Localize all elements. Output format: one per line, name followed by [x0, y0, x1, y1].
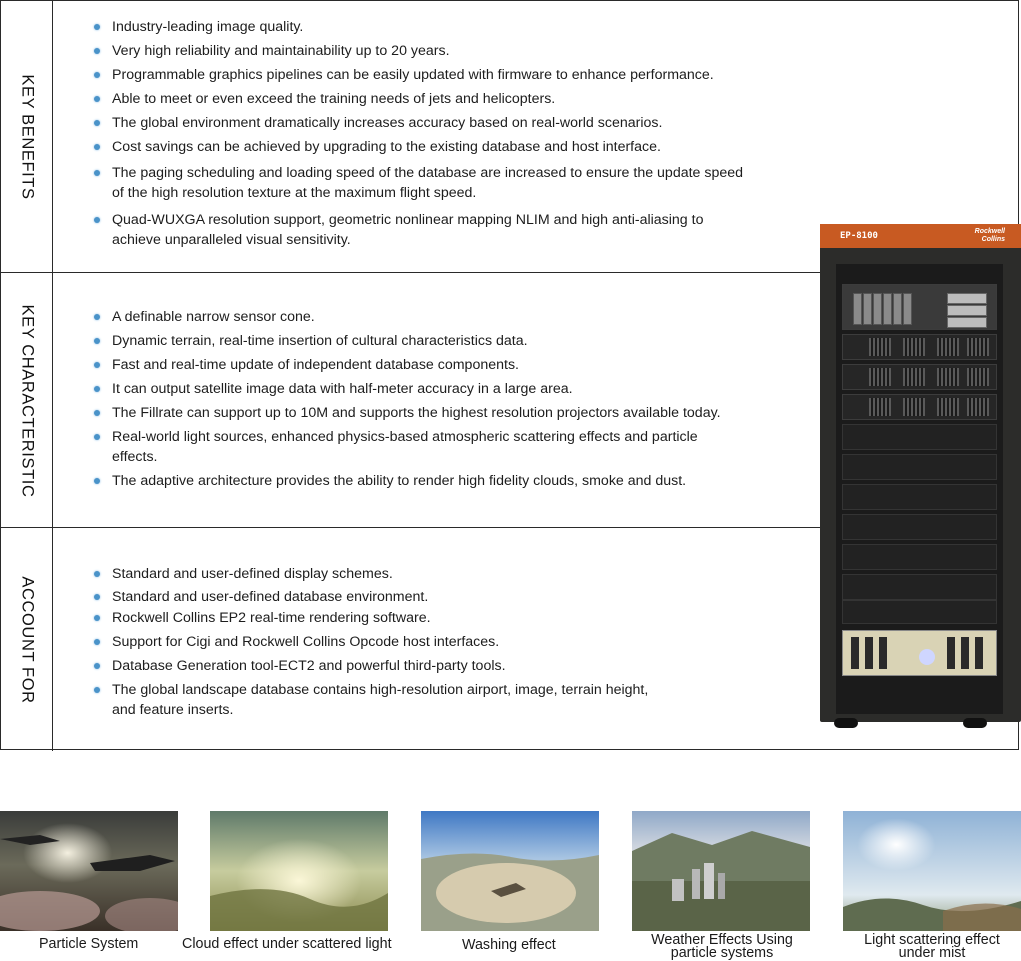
- photo-caption: Weather Effects Using particle systems: [651, 932, 793, 961]
- list-item: Quad-WUXGA resolution support, geometric nonlinear mapping NLIM and high anti-aliasing to achieve unparalleled visual sensitivity.: [93, 210, 823, 250]
- rack-header: [820, 224, 1021, 248]
- section-label: KEY BENEFITS: [18, 74, 37, 200]
- particle-system-photo: [0, 811, 178, 931]
- list-item: Rockwell Collins EP2 real-time rendering software.: [93, 608, 823, 628]
- bullet-list: [93, 564, 823, 720]
- washing-effect-photo: [421, 811, 599, 931]
- section-label: KEY CHARACTERISTIC: [18, 304, 37, 497]
- section-label: ACCOUNT FOR: [18, 575, 37, 704]
- light-scattering-photo: [843, 811, 1021, 931]
- cloud-effect-photo: [210, 811, 388, 931]
- rack-fan-unit: [842, 364, 997, 390]
- rack-io-panel: [842, 630, 997, 676]
- list-item: Fast and real-time update of independent database components.: [93, 355, 823, 375]
- rack-blank-panel: [842, 424, 997, 450]
- list-item: It can output satellite image data with half-meter accuracy in a large area.: [93, 379, 823, 399]
- list-item: Industry-leading image quality.: [93, 17, 823, 37]
- list-item: The paging scheduling and loading speed of the database are increased to ensure the update speed of the high resolution texture at the maximum flight speed.: [93, 163, 823, 203]
- list-item: Dynamic terrain, real-time insertion of cultural characteristics data.: [93, 331, 823, 351]
- section-label-cell: [1, 528, 53, 751]
- list-item: Programmable graphics pipelines can be easily updated with firmware to enhance performance.: [93, 65, 823, 85]
- list-item: Database Generation tool-ECT2 and powerful third-party tools.: [93, 656, 823, 676]
- rack-blank-panel: [842, 574, 997, 600]
- list-item: The global environment dramatically increases accuracy based on real-world scenarios.: [93, 113, 823, 133]
- rack-model-label: EP-8100: [840, 231, 878, 241]
- list-item: Cost savings can be achieved by upgrading to the existing database and host interface.: [93, 137, 823, 157]
- bullet-list: [93, 17, 823, 250]
- section-label-cell: [1, 273, 53, 528]
- photo-caption: Particle System: [39, 936, 139, 952]
- rack-blank-panel: [842, 514, 997, 540]
- rack-blank-panel: [842, 544, 997, 570]
- rack-blank-panel: [842, 600, 997, 624]
- list-item: Support for Cigi and Rockwell Collins Opcode host interfaces.: [93, 632, 823, 652]
- weather-effects-photo: [632, 811, 810, 931]
- bullet-list: [93, 307, 823, 491]
- rack-server-unit: [842, 284, 997, 330]
- rack-interior: [836, 264, 1003, 714]
- photo-caption: Light scattering effect under mist: [864, 932, 1000, 961]
- photo-caption: Washing effect: [462, 937, 556, 953]
- list-item: Able to meet or even exceed the training needs of jets and helicopters.: [93, 89, 823, 109]
- rack-fan-unit: [842, 394, 997, 420]
- list-item: Real-world light sources, enhanced physics-based atmospheric scattering effects and particle effects.: [93, 427, 823, 467]
- list-item: Standard and user-defined database environment.: [93, 587, 823, 607]
- rack-fan-unit: [842, 334, 997, 360]
- list-item: The Fillrate can support up to 10M and supports the highest resolution projectors available today.: [93, 403, 823, 423]
- photo-caption: Cloud effect under scattered light: [182, 936, 392, 952]
- section-label-cell: [1, 1, 53, 273]
- list-item: Standard and user-defined display schemes.: [93, 564, 823, 584]
- list-item: The adaptive architecture provides the ability to render high fidelity clouds, smoke and dust.: [93, 471, 823, 491]
- rack-blank-panel: [842, 454, 997, 480]
- list-item: The global landscape database contains high-resolution airport, image, terrain height, and feature inserts.: [93, 680, 823, 720]
- rack-brand-logo: Rockwell Collins: [974, 228, 1005, 243]
- rack-blank-panel: [842, 484, 997, 510]
- list-item: A definable narrow sensor cone.: [93, 307, 823, 327]
- list-item: Very high reliability and maintainability up to 20 years.: [93, 41, 823, 61]
- rack-cabinet-image: [820, 224, 1021, 722]
